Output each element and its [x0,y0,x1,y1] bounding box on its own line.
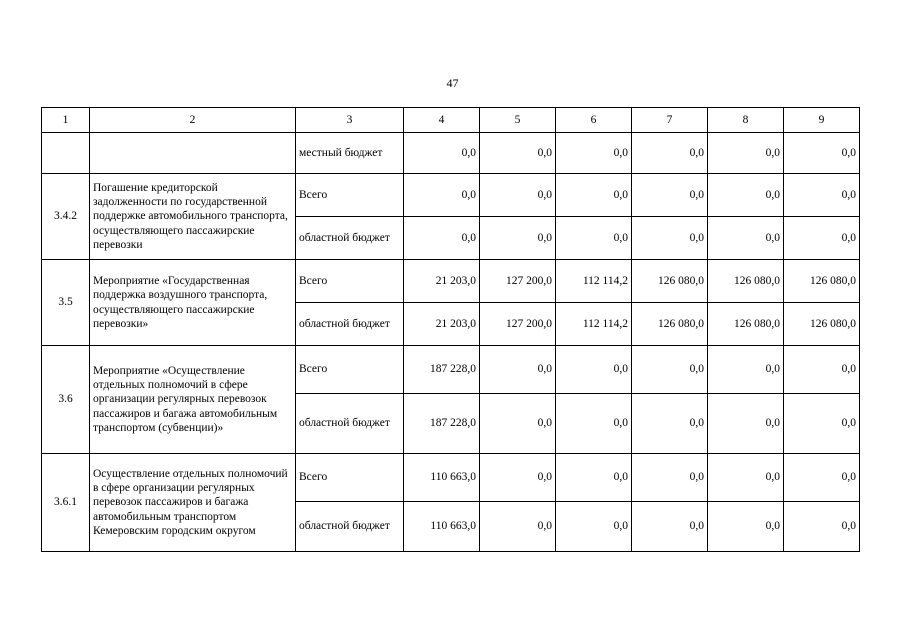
column-header: 4 [404,108,480,133]
item-title [90,133,296,174]
funding-source: областной бюджет [296,217,404,260]
value-cell: 126 080,0 [632,260,708,303]
value-cell: 0,0 [708,454,784,502]
value-cell: 0,0 [480,133,556,174]
value-cell: 0,0 [556,346,632,394]
column-header: 2 [90,108,296,133]
funding-source: областной бюджет [296,502,404,552]
item-code: 3.6.1 [42,454,90,552]
table-row [42,260,860,303]
value-cell: 127 200,0 [480,303,556,346]
value-cell: 0,0 [784,502,860,552]
value-cell: 0,0 [708,346,784,394]
value-cell: 0,0 [404,217,480,260]
funding-source: Всего [296,174,404,217]
value-cell: 0,0 [784,346,860,394]
value-cell: 0,0 [632,394,708,454]
value-cell: 21 203,0 [404,303,480,346]
value-cell: 0,0 [480,502,556,552]
value-cell: 0,0 [708,133,784,174]
page-number: 47 [446,76,459,90]
value-cell: 0,0 [708,502,784,552]
value-cell: 126 080,0 [632,303,708,346]
item-title: Осуществление отдельных полномочий в сфере организации регулярных перевозок пассажиров и багажа автомобильным транспортом Кемеровским городским округом [90,454,296,552]
value-cell: 127 200,0 [480,260,556,303]
value-cell: 126 080,0 [784,260,860,303]
value-cell: 0,0 [404,133,480,174]
value-cell: 112 114,2 [556,260,632,303]
column-header: 5 [480,108,556,133]
item-title: Мероприятие «Государственная поддержка воздушного транспорта, осуществляющего пассажирские перевозки» [90,260,296,346]
funding-source: Всего [296,454,404,502]
value-cell: 0,0 [480,454,556,502]
value-cell: 0,0 [556,174,632,217]
value-cell: 0,0 [632,454,708,502]
value-cell: 0,0 [632,502,708,552]
value-cell: 0,0 [632,133,708,174]
value-cell: 0,0 [784,394,860,454]
value-cell: 0,0 [632,217,708,260]
value-cell: 0,0 [556,454,632,502]
funding-source: областной бюджет [296,394,404,454]
table-row [42,174,860,217]
column-header: 6 [556,108,632,133]
value-cell: 0,0 [480,346,556,394]
value-cell: 0,0 [708,174,784,217]
value-cell: 110 663,0 [404,454,480,502]
header-row [42,108,860,133]
value-cell: 0,0 [632,346,708,394]
funding-source: местный бюджет [296,133,404,174]
column-header: 3 [296,108,404,133]
value-cell: 0,0 [784,174,860,217]
value-cell: 0,0 [480,394,556,454]
value-cell: 126 080,0 [708,260,784,303]
item-title: Мероприятие «Осуществление отдельных полномочий в сфере организации регулярных перевозок пассажиров и багажа автомобильным транспортом (субвенции)» [90,346,296,454]
item-code: 3.6 [42,346,90,454]
value-cell: 112 114,2 [556,303,632,346]
value-cell: 21 203,0 [404,260,480,303]
value-cell: 0,0 [556,133,632,174]
value-cell: 0,0 [708,394,784,454]
value-cell: 0,0 [404,174,480,217]
table-row [42,454,860,502]
column-header: 1 [42,108,90,133]
value-cell: 0,0 [632,174,708,217]
value-cell: 126 080,0 [784,303,860,346]
funding-source: Всего [296,260,404,303]
column-header: 9 [784,108,860,133]
item-code: 3.4.2 [42,174,90,260]
table-row [42,133,860,174]
item-code [42,133,90,174]
value-cell: 0,0 [556,502,632,552]
value-cell: 0,0 [556,217,632,260]
funding-source: Всего [296,346,404,394]
value-cell: 0,0 [480,217,556,260]
funding-source: областной бюджет [296,303,404,346]
budget-table [41,107,860,552]
value-cell: 187 228,0 [404,346,480,394]
item-code: 3.5 [42,260,90,346]
item-title: Погашение кредиторской задолженности по государственной поддержке автомобильного транспорта, осуществляющего пассажирские перевозки [90,174,296,260]
table-row [42,346,860,394]
value-cell: 126 080,0 [708,303,784,346]
value-cell: 0,0 [784,217,860,260]
column-header: 7 [632,108,708,133]
value-cell: 0,0 [556,394,632,454]
value-cell: 0,0 [480,174,556,217]
value-cell: 0,0 [784,133,860,174]
value-cell: 187 228,0 [404,394,480,454]
value-cell: 0,0 [708,217,784,260]
column-header: 8 [708,108,784,133]
value-cell: 0,0 [784,454,860,502]
value-cell: 110 663,0 [404,502,480,552]
